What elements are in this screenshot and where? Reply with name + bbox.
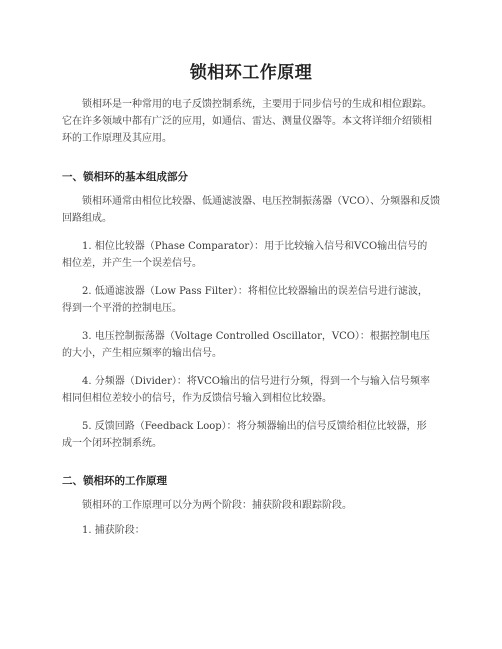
- list-item-divider: 4. 分频器（Divider）：将VCO输出的信号进行分频，得到一个与输入信号频率相同但相位差较小的信号，作为反馈信号输入到相位比较器。: [62, 376, 430, 404]
- section-heading-principle: 二、锁相环的工作原理: [62, 475, 167, 487]
- list-item-capture-stage: 1. 捕获阶段：: [82, 525, 145, 536]
- document-title: 锁相环工作原理: [189, 63, 313, 83]
- list-item-phase-comparator: 1. 相位比较器（Phase Comparator）：用于比较输入信号和VCO输出信号的相位差，并产生一个误差信号。: [62, 241, 428, 269]
- list-item-vco: 3. 电压控制振荡器（Voltage Controlled Oscillator，VCO）：根据控制电压的大小，产生相应频率的输出信号。: [62, 331, 430, 359]
- list-item-low-pass-filter: 2. 低通滤波器（Low Pass Filter）：将相位比较器输出的误差信号进行滤波，得到一个平滑的控制电压。: [62, 286, 428, 314]
- list-item-feedback-loop: 5. 反馈回路（Feedback Loop）：将分频器输出的信号反馈给相位比较器，形成一个闭环控制系统。: [62, 421, 427, 449]
- intro-paragraph: 锁相环是一种常用的电子反馈控制系统，主要用于同步信号的生成和相位跟踪。它在许多领域中都有广泛的应用，如通信、雷达、测量仪器等。本文将详细介绍锁相环的工作原理及其应用。: [62, 99, 432, 144]
- section-lead-components: 锁相环通常由相位比较器、低通滤波器、电压控制振荡器（VCO）、分频器和反馈回路组成。: [62, 196, 441, 224]
- section-heading-components: 一、锁相环的基本组成部分: [62, 171, 188, 183]
- section-lead-principle: 锁相环的工作原理可以分为两个阶段：捕获阶段和跟踪阶段。: [82, 500, 352, 511]
